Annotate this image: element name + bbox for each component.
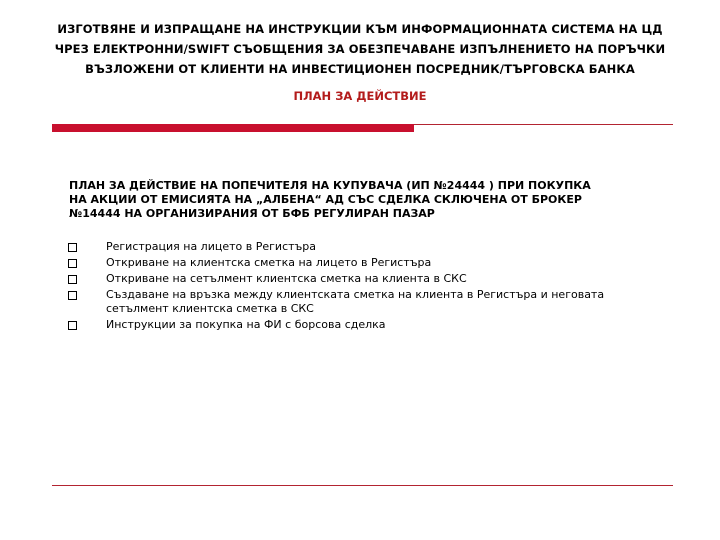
title-line: ВЪЗЛОЖЕНИ ОТ КЛИЕНТИ НА ИНВЕСТИЦИОНЕН ПОСРЕДНИК/ТЪРГОВСКА БАНКА <box>85 62 635 76</box>
red-divider-thin <box>414 124 673 125</box>
checkbox-bullet-icon <box>68 275 77 284</box>
list-item-text: Създаване на връзка между клиентската сметка на клиента в Регистъра и неговата сетълмент клиентска сметка в СКС <box>106 288 605 315</box>
red-divider-thick <box>52 124 414 132</box>
checkbox-bullet-icon <box>68 291 77 300</box>
plan-steps-list <box>68 240 668 334</box>
list-item <box>68 288 668 316</box>
checkbox-bullet-icon <box>68 321 77 330</box>
document-title <box>30 19 690 79</box>
list-item-text: Откриване на клиентска сметка на лицето в Регистъра <box>106 256 432 269</box>
bottom-divider <box>52 485 673 486</box>
title-line: ИЗГОТВЯНЕ И ИЗПРАЩАНЕ НА ИНСТРУКЦИИ КЪМ ИНФОРМАЦИОННАТА СИСТЕМА НА ЦД <box>57 22 663 36</box>
list-item-text: Инструкции за покупка на ФИ с борсова сделка <box>106 318 386 331</box>
list-item-text: Откриване на сетълмент клиентска сметка на клиента в СКС <box>106 272 467 285</box>
list-item <box>68 240 668 254</box>
list-item <box>68 318 668 332</box>
title-line: ЧРЕЗ ЕЛЕКТРОННИ/SWIFT СЪОБЩЕНИЯ ЗА ОБЕЗПЕЧАВАНЕ ИЗПЪЛНЕНИЕТО НА ПОРЪЧКИ <box>54 42 666 56</box>
checkbox-bullet-icon <box>68 259 77 268</box>
plan-heading-line: НА АКЦИИ ОТ ЕМИСИЯТА НА „АЛБЕНА“ АД СЪС СДЕЛКА СКЛЮЧЕНА ОТ БРОКЕР <box>69 193 582 206</box>
section-subtitle: ПЛАН ЗА ДЕЙСТВИЕ <box>293 89 427 103</box>
plan-heading-line: №14444 НА ОРГАНИЗИРАНИЯ ОТ БФБ РЕГУЛИРАН ПАЗАР <box>69 207 435 220</box>
list-item <box>68 256 668 270</box>
checkbox-bullet-icon <box>68 243 77 252</box>
plan-heading-line: ПЛАН ЗА ДЕЙСТВИЕ НА ПОПЕЧИТЕЛЯ НА КУПУВАЧА (ИП №24444 ) ПРИ ПОКУПКА <box>69 179 591 192</box>
plan-heading <box>69 179 669 221</box>
list-item-text: Регистрация на лицето в Регистъра <box>106 240 317 253</box>
list-item <box>68 272 668 286</box>
